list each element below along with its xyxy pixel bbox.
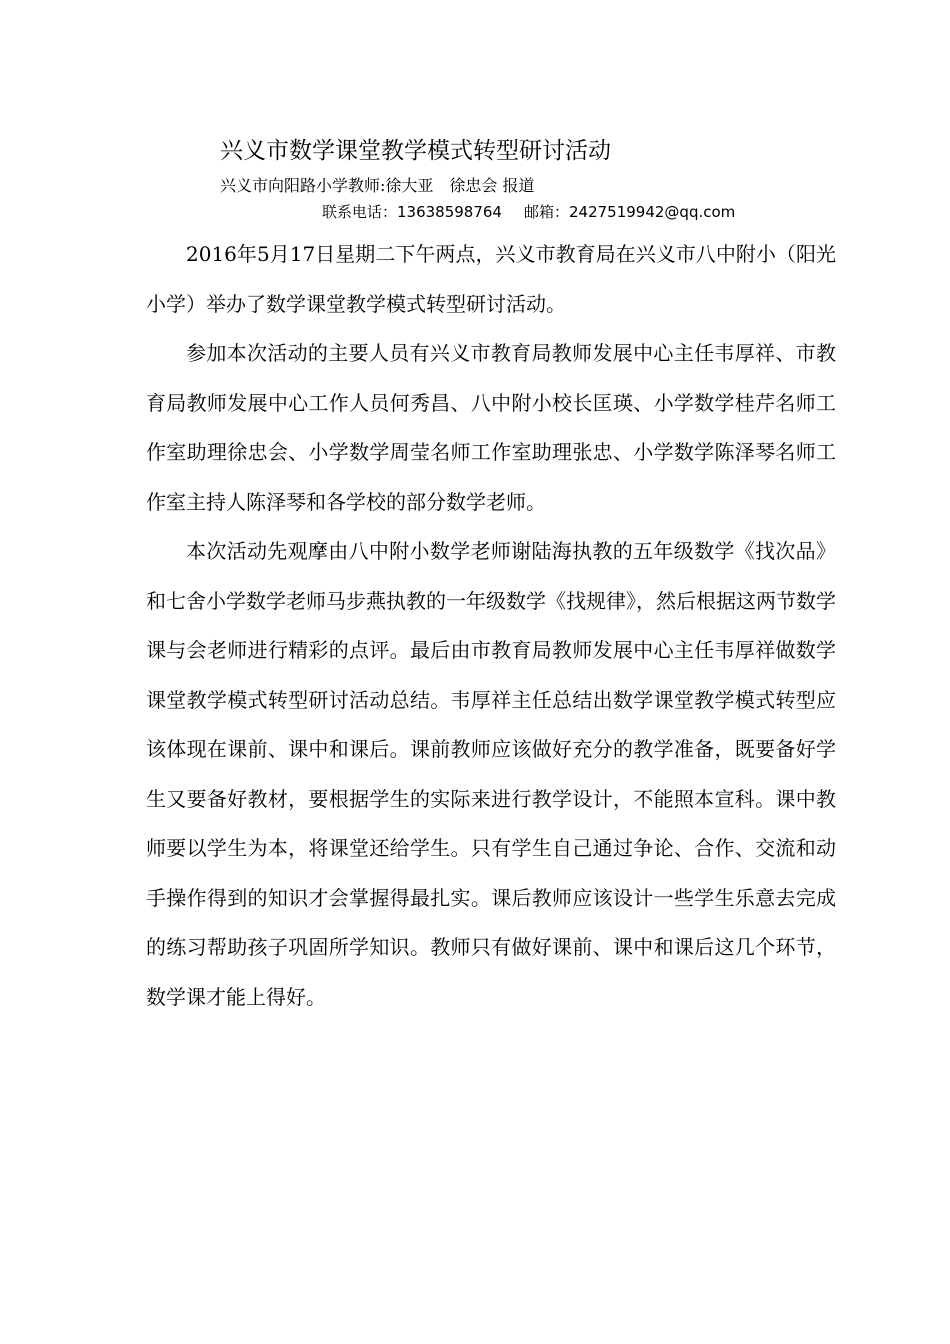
author-line: 兴义市向阳路小学教师:徐大亚: [220, 176, 434, 195]
contact-line: [322, 200, 735, 224]
contact-email: 邮箱：2427519942@qq.com: [523, 203, 736, 221]
document-title: 兴义市数学课堂教学模式转型研讨活动: [220, 138, 611, 164]
paragraph-participants: 参加本次活动的主要人员有兴义市教育局教师发展中心主任韦厚祥、市教育局教师发展中心工作人员何秀昌、八中附小校长匡瑛、小学数学桂芹名师工作室助理徐忠会、小学数学周莹名师工作室助理张忠、小学数学陈泽琴名师工作室主持人陈泽琴和各学校的部分数学老师。: [146, 341, 836, 514]
article-body: [146, 230, 836, 1022]
paragraph-summary: 本次活动先观摩由八中附小数学老师谢陆海执教的五年级数学《找次品》和七舍小学数学老师马步燕执教的一年级数学《找规律》，然后根据这两节数学课与会老师进行精彩的点评。最后由市教育局教师发展中心主任韦厚祥做数学课堂教学模式转型研讨活动总结。韦厚祥主任总结出数学课堂教学模式转型应该体现在课前、课中和课后。课前教师应该做好充分的教学准备，既要备好学生又要备好教材，要根据学生的实际来进行教学设计，不能照本宣科。课中教师要以学生为本，将课堂还给学生。只有学生自己通过争论、合作、交流和动手操作得到的知识才会掌握得最扎实。课后教师应该设计一些学生乐意去完成的练习帮助孩子巩固所学知识。教师只有做好课前、课中和课后这几个环节，数学课才能上得好。: [146, 539, 836, 1009]
byline: [220, 174, 535, 198]
report-label: 报道: [502, 176, 535, 195]
contact-phone: 联系电话：13638598764: [322, 203, 502, 221]
paragraph-intro: 2016年5月17日星期二下午两点，兴义市教育局在兴义市八中附小（阳光小学）举办了数学课堂教学模式转型研讨活动。: [146, 242, 836, 316]
co-author: 徐忠会: [449, 176, 498, 195]
